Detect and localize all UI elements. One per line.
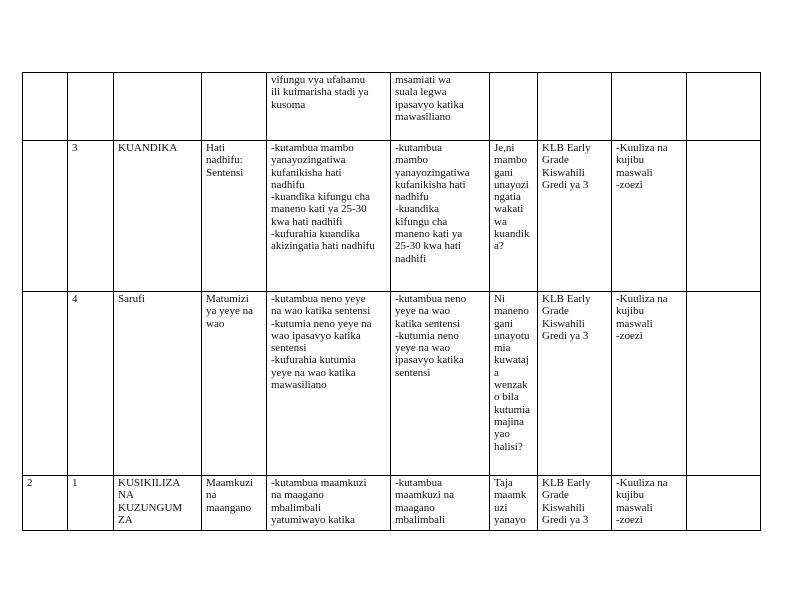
cell-resources — [538, 73, 612, 141]
cell-strand: Sarufi — [114, 292, 202, 476]
cell-strand: KUSIKILIZA NA KUZUNGUM ZA — [114, 476, 202, 531]
cell-assessment: -Kuuliza na kujibu maswali -zoezi — [612, 476, 687, 531]
cell-outcomes: -kutambua neno yeye na wao katika sentensi -kutumia neno yeye na wao ipasavyo katika sentensi -kufurahia kutumia yeye na wao katika mawasiliano — [267, 292, 391, 476]
table-row — [23, 141, 761, 292]
cell-sub-strand: Maamkuzi na maangano — [202, 476, 267, 531]
cell-remarks — [687, 292, 761, 476]
cell-assessment: -Kuuliza na kujibu maswali -zoezi — [612, 292, 687, 476]
cell-resources: KLB Early Grade Kiswahili Gredi ya 3 — [538, 141, 612, 292]
lesson-plan-table — [22, 72, 761, 531]
cell-objectives: -kutambua neno yeye na wao katika sentensi -kutumia neno yeye na wao ipasavyo katika sentensi — [391, 292, 490, 476]
table-row — [23, 73, 761, 141]
table-row — [23, 292, 761, 476]
cell-objectives: -kutambua mambo yanayozingatiwa kufanikisha hati nadhifu -kuandika kifungu cha maneno kati ya 25-30 kwa hati nadhifi — [391, 141, 490, 292]
cell-assessment: -Kuuliza na kujibu maswali -zoezi — [612, 141, 687, 292]
cell-key-question: Ni maneno gani unayotu mia kuwataj a wenzak o bila kutumia majina yao halisi? — [490, 292, 538, 476]
cell-outcomes: -kutambua maamkuzi na maagano mbalimbali yatumiwayo katika — [267, 476, 391, 531]
cell-week: 2 — [23, 476, 68, 531]
cell-remarks — [687, 141, 761, 292]
cell-lesson: 1 — [68, 476, 114, 531]
cell-sub-strand — [202, 73, 267, 141]
cell-objectives: -kutambua maamkuzi na maagano mbalimbali — [391, 476, 490, 531]
cell-key-question — [490, 73, 538, 141]
cell-objectives: msamiati wa suala legwa ipasavyo katika mawasiliano — [391, 73, 490, 141]
cell-strand: KUANDIKA — [114, 141, 202, 292]
cell-lesson — [68, 73, 114, 141]
cell-week — [23, 73, 68, 141]
cell-key-question: Taja maamk uzi yanayo — [490, 476, 538, 531]
cell-week — [23, 292, 68, 476]
cell-assessment — [612, 73, 687, 141]
cell-outcomes: -kutambua mambo yanayozingatiwa kufanikisha hati nadhifu -kuandika kifungu cha maneno kati ya 25-30 kwa hati nadhifi -kufurahia kuandika akizingatia hati nadhifu — [267, 141, 391, 292]
cell-outcomes: vifungu vya ufahamu ili kuimarisha stadi ya kusoma — [267, 73, 391, 141]
cell-strand — [114, 73, 202, 141]
cell-lesson: 4 — [68, 292, 114, 476]
cell-sub-strand: Hati nadhifu: Sentensi — [202, 141, 267, 292]
table-row — [23, 476, 761, 531]
cell-lesson: 3 — [68, 141, 114, 292]
cell-key-question: Je,ni mambo gani unayozi ngatia wakati wa kuandik a? — [490, 141, 538, 292]
cell-remarks — [687, 73, 761, 141]
cell-week — [23, 141, 68, 292]
cell-resources: KLB Early Grade Kiswahili Gredi ya 3 — [538, 476, 612, 531]
cell-resources: KLB Early Grade Kiswahili Gredi ya 3 — [538, 292, 612, 476]
cell-remarks — [687, 476, 761, 531]
cell-sub-strand: Matumizi ya yeye na wao — [202, 292, 267, 476]
